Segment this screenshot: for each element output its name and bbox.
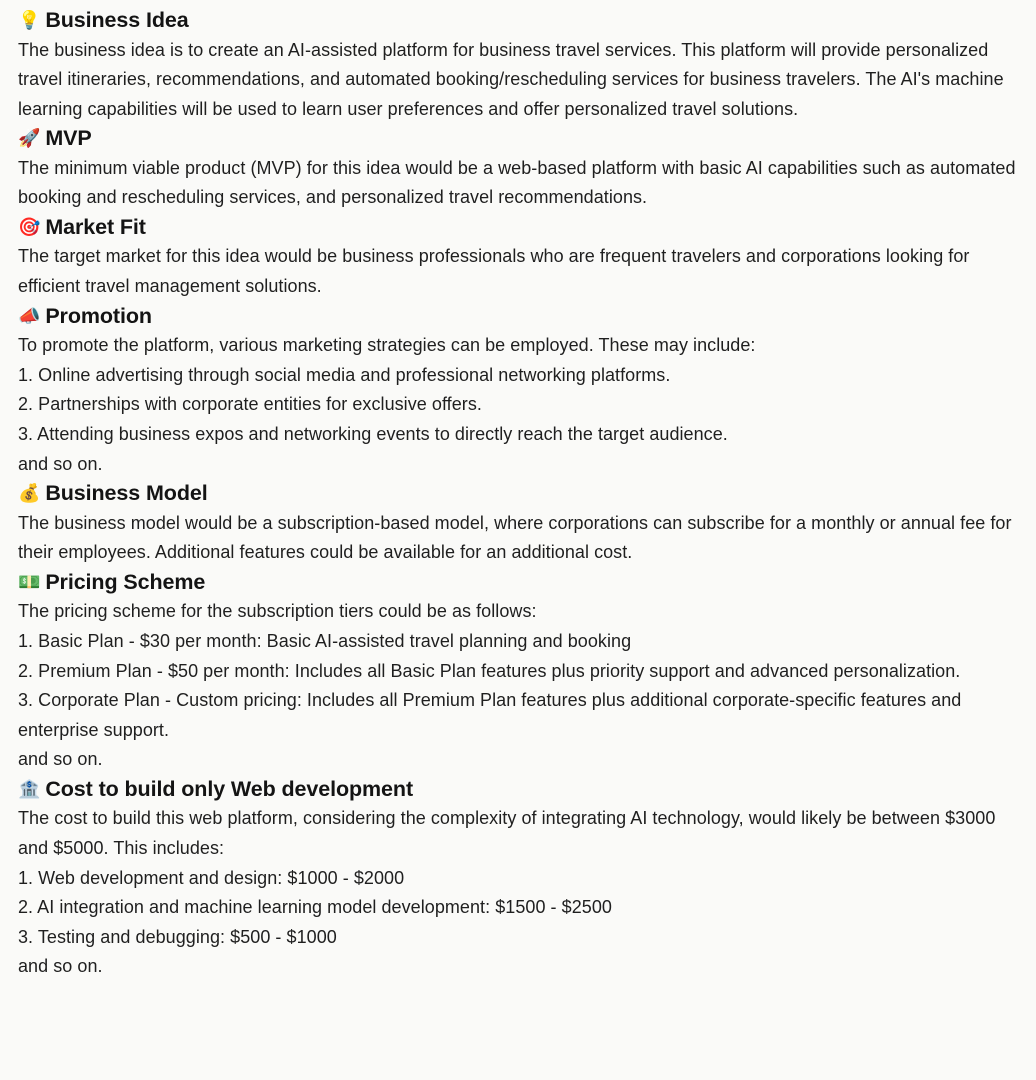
section-promotion [18,302,1018,479]
section-heading-cost-to-build [18,775,1018,805]
section-business-model [18,479,1018,568]
paragraph: 1. Web development and design: $1000 - $2000 [18,867,405,888]
section-body-pricing-scheme [18,597,1018,775]
light-bulb-icon: 💡 [18,10,41,31]
paragraph: and so on. [18,453,103,474]
section-heading-business-model [18,479,1018,509]
paragraph: The cost to build this web platform, considering the complexity of integrating AI technology, would likely be between $3000 and $5000. This includes: [18,808,996,858]
paragraph: The pricing scheme for the subscription tiers could be as follows: [18,601,537,622]
paragraph: 2. Premium Plan - $50 per month: Includes all Basic Plan features plus priority support and advanced personalization. [18,660,961,681]
section-cost-to-build [18,775,1018,982]
paragraph: 3. Attending business expos and networking events to directly reach the target audience. [18,423,728,444]
paragraph: and so on. [18,956,103,977]
section-title-text: MVP [45,126,92,151]
section-market-fit [18,213,1018,302]
section-body-cost-to-build [18,804,1018,982]
section-business-idea [18,6,1018,124]
section-mvp [18,124,1018,213]
paragraph: The minimum viable product (MVP) for this idea would be a web-based platform with basic AI capabilities such as automated booking and rescheduling services, and personalized travel recommendations. [18,157,1016,208]
paragraph: 2. AI integration and machine learning model development: $1500 - $2500 [18,897,612,918]
rocket-icon: 🚀 [18,128,41,150]
paragraph: 1. Basic Plan - $30 per month: Basic AI-assisted travel planning and booking [18,630,632,651]
money-bag-icon: 💰 [18,483,41,505]
section-title-text: Business Idea [45,8,189,32]
paragraph: To promote the platform, various marketing strategies can be employed. These may include: [18,335,756,356]
section-heading-business-idea [18,6,1018,36]
paragraph: 1. Online advertising through social media and professional networking platforms. [18,364,671,385]
paragraph: 2. Partnerships with corporate entities for exclusive offers. [18,394,482,415]
paragraph: 3. Testing and debugging: $500 - $1000 [18,926,337,947]
section-title-text: Business Model [45,481,208,506]
section-body-business-idea [18,36,1018,125]
section-body-mvp [18,154,1018,213]
paragraph: 3. Corporate Plan - Custom pricing: Includes all Premium Plan features plus additional corporate-specific features and enterprise support. [18,690,962,740]
paragraph: The target market for this idea would be business professionals who are frequent travelers and corporations looking for efficient travel management solutions. [18,246,970,297]
section-body-promotion [18,331,1018,479]
dollar-banknote-icon: 💵 [18,571,41,593]
section-title-text: Promotion [45,303,152,328]
paragraph: The business idea is to create an AI-assisted platform for business travel services. This platform will provide personalized travel itineraries, recommendations, and automated booking/rescheduling services for business travelers. The AI's machine learning capabilities will be used to learn user preferences and offer personalized travel solutions. [18,39,1004,119]
section-title-text: Market Fit [45,214,146,239]
megaphone-icon: 📣 [18,305,41,327]
paragraph: and so on. [18,749,103,770]
bank-icon: 🏦 [18,778,41,800]
section-pricing-scheme [18,568,1018,775]
section-title-text: Cost to build only Web development [45,776,413,801]
dart-target-icon: 🎯 [18,216,41,238]
section-heading-market-fit [18,213,1018,243]
section-heading-mvp [18,124,1018,154]
section-heading-pricing-scheme [18,568,1018,598]
section-title-text: Pricing Scheme [45,569,206,594]
paragraph: The business model would be a subscription-based model, where corporations can subscribe for a monthly or annual fee for their employees. Additional features could be available for an additional cost. [18,512,1012,563]
section-heading-promotion [18,302,1018,332]
section-body-market-fit [18,242,1018,301]
section-body-business-model [18,509,1018,568]
